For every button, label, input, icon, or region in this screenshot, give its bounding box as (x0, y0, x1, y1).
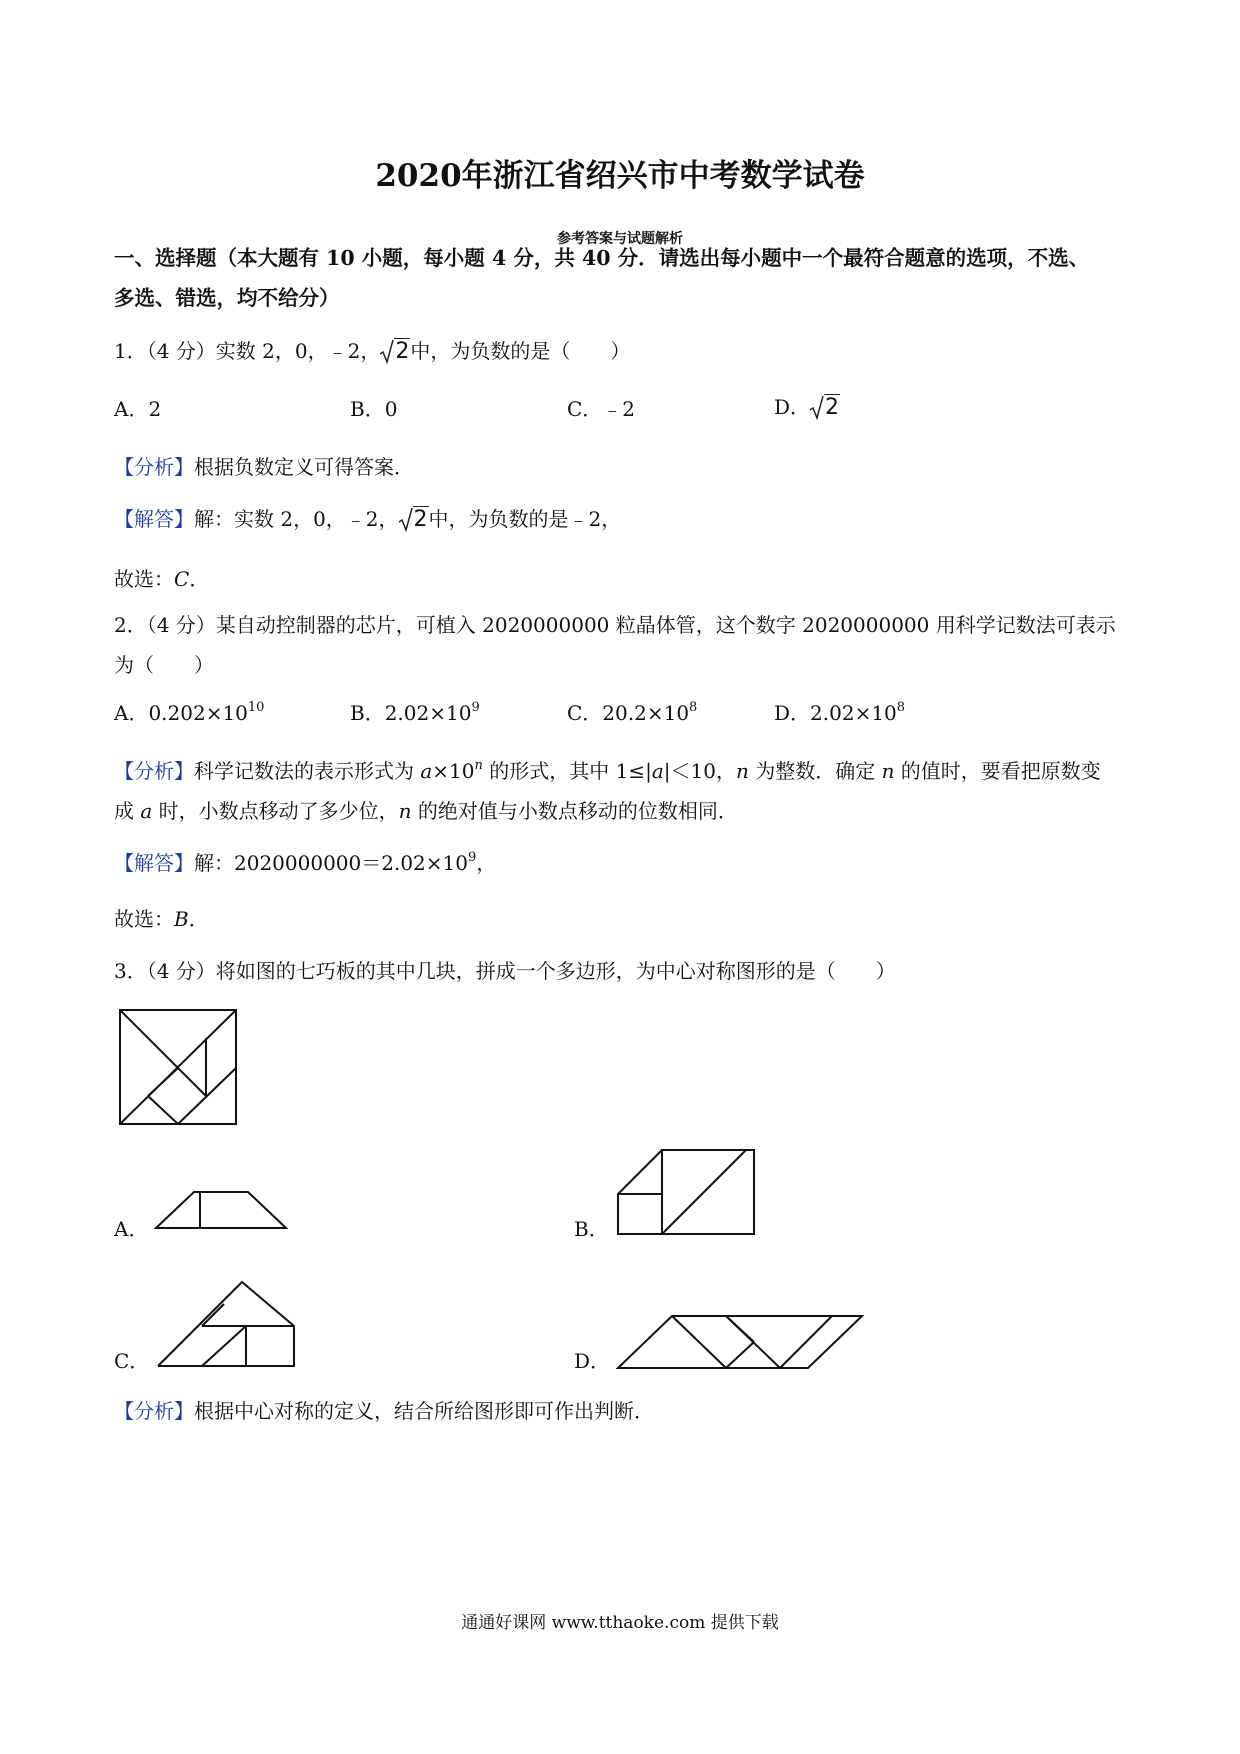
q2-option-c (567, 700, 697, 726)
q1-option-d (774, 394, 840, 421)
section-heading-line1: 一、选择题（本大题有 10 小题，每小题 4 分，共 40 分．请选出每小题中一个最符合题意的选项，不选、 (114, 246, 1090, 270)
q2-choice (114, 906, 209, 932)
q1-option-a: A．2 (114, 397, 162, 421)
choice-end: ． (189, 567, 210, 591)
tangram-figure (118, 1008, 238, 1126)
var-a: a (651, 759, 664, 783)
section-heading-line2: 多选、错选，均不给分） (114, 286, 340, 310)
sqrt-radicand: 2 (395, 339, 410, 364)
q2-answer (114, 850, 496, 876)
text: 时，小数点移动了多少位， (152, 799, 399, 823)
q2-stem-line2: 为（ ） (114, 653, 214, 677)
choice-letter: C (174, 567, 190, 591)
q3-option-c-label: C． (114, 1349, 150, 1373)
q3-option-a-figure (154, 1190, 288, 1230)
q2-analysis-line2 (114, 798, 738, 824)
option-base: C．20.2×10 (567, 701, 690, 725)
choice-letter: B (174, 907, 189, 931)
q1-answer-prefix: 解：实数 2，0，﹣2， (194, 507, 399, 531)
q1-stem-prefix: 1．（4 分）实数 2，0，﹣2， (114, 339, 381, 363)
sqrt-symbol (380, 338, 410, 365)
answer-tag: 【解答】 (114, 507, 194, 531)
sqrt-radicand: 2 (413, 507, 428, 532)
sqrt-symbol (399, 506, 429, 533)
q1-answer-suffix: 中，为负数的是﹣2， (428, 507, 622, 531)
choice-label: 故选： (114, 567, 174, 591)
var-n: n (398, 799, 412, 823)
q1-option-b: B．0 (350, 397, 398, 421)
text: 成 (114, 799, 141, 823)
q3-option-d-label: D． (574, 1349, 611, 1373)
q1-option-d-label: D． (774, 395, 811, 419)
text: |＜10， (663, 759, 736, 783)
q3-option-a-label: A． (114, 1217, 149, 1241)
text: 的绝对值与小数点移动的位数相同． (411, 799, 738, 823)
q3-stem: 3．（4 分）将如图的七巧板的其中几块，拼成一个多边形，为中心对称图形的是（ ） (114, 959, 896, 983)
q3-analysis-text: 根据中心对称的定义，结合所给图形即可作出判断． (194, 1399, 654, 1423)
q1-answer (114, 506, 621, 533)
var-n: n (735, 759, 749, 783)
q1-option-c: C．﹣2 (567, 397, 636, 421)
var-a: a (420, 759, 433, 783)
text: 的值时，要看把原数变 (894, 759, 1101, 783)
page-subtitle: 参考答案与试题解析 (557, 231, 683, 247)
sqrt-symbol (810, 394, 840, 421)
text: ， (476, 851, 497, 875)
q3-option-b-label: B． (574, 1217, 609, 1241)
exp: 9 (467, 850, 477, 865)
q3-analysis (114, 1398, 654, 1424)
answer-tag: 【解答】 (114, 851, 194, 875)
var-a: a (140, 799, 153, 823)
q2-stem-line1: 2．（4 分）某自动控制器的芯片，可植入 2020000000 粒晶体管，这个数字 2020000000 用科学记数法可表示 (114, 613, 1116, 637)
option-exponent: 9 (471, 700, 480, 715)
option-exponent: 8 (896, 700, 906, 715)
q2-option-a (114, 700, 264, 726)
q3-option-c-figure (156, 1280, 296, 1368)
text: 的形式，其中 1≤| (482, 759, 652, 783)
q3-option-b-figure (616, 1148, 756, 1236)
q2-option-b (350, 700, 480, 726)
analysis-tag: 【分析】 (114, 1399, 194, 1423)
text: 解：2020000000＝2.02×10 (194, 851, 468, 875)
q1-analysis-text: 根据负数定义可得答案． (194, 455, 414, 479)
q3-option-d-figure (616, 1314, 864, 1370)
sqrt-radicand: 2 (825, 395, 840, 420)
text: 科学记数法的表示形式为 (194, 759, 421, 783)
option-base: D．2.02×10 (774, 701, 897, 725)
page-title: 2020年浙江省绍兴市中考数学试卷 (375, 158, 865, 194)
q1-choice (114, 566, 209, 592)
q1-analysis (114, 454, 414, 480)
q1-stem (114, 338, 630, 365)
option-base: B．2.02×10 (350, 701, 472, 725)
q2-option-d (774, 700, 905, 726)
analysis-tag: 【分析】 (114, 759, 194, 783)
text: ×10 (432, 759, 475, 783)
q1-stem-suffix: 中，为负数的是（ ） (410, 339, 631, 363)
exp-n: n (474, 758, 483, 773)
text: 为整数．确定 (748, 759, 882, 783)
choice-label: 故选： (114, 907, 174, 931)
choice-end: ． (188, 907, 209, 931)
option-exponent: 8 (689, 700, 698, 715)
page-footer: 通通好课网 www.tthaoke.com 提供下载 (461, 1613, 779, 1633)
var-n: n (881, 759, 895, 783)
option-exponent: 10 (247, 700, 265, 715)
q2-analysis-line1 (114, 758, 1101, 784)
analysis-tag: 【分析】 (114, 455, 194, 479)
option-base: A．0.202×10 (114, 701, 248, 725)
